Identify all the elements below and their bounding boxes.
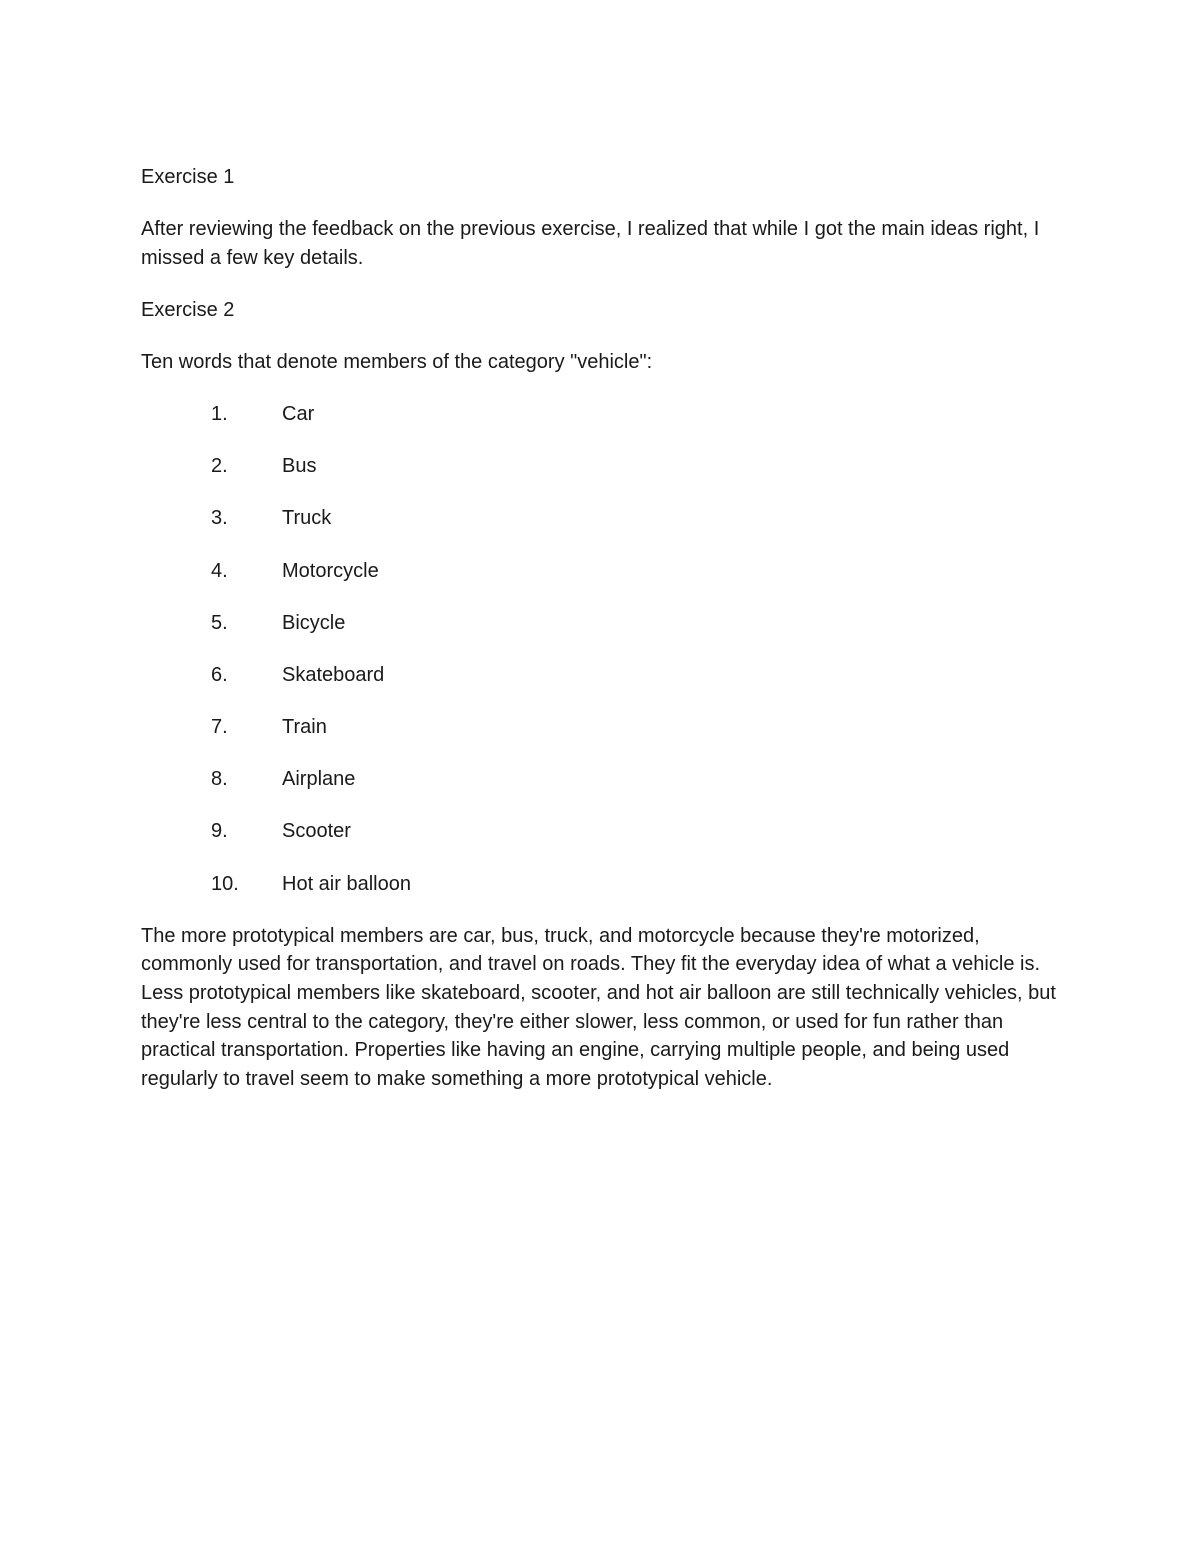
list-item-text: Motorcycle [282,559,379,582]
list-item [141,817,1061,846]
list-item-number: 9. [211,820,228,843]
list-item-number: 1. [211,402,228,425]
discussion-paragraph: The more prototypical members are car, bus, truck, and motorcycle because they're motorized, commonly used for transportation, and travel on roads. They fit the everyday idea of what a vehicle is. Less prototypical members like skateboard, scooter, and hot air balloon are still technically vehicles, but they're less central to the category, they're either slower, less common, or used for fun rather than practical transportation. Properties like having an engine, carrying multiple people, and being used regularly to travel seem to make something a more prototypical vehicle. [141,924,1056,1090]
list-item [141,713,1061,742]
vehicle-list [141,400,1061,898]
list-item [141,504,1061,533]
list-item-text: Car [282,402,315,425]
list-item-number: 2. [211,455,228,478]
list-item-text: Bus [282,455,317,478]
list-item-number: 5. [211,611,228,634]
list-item [141,661,1061,690]
list-item [141,557,1061,586]
list-item [141,765,1061,794]
list-item-text: Train [282,716,327,739]
list-item [141,400,1061,429]
exercise-2-intro: Ten words that denote members of the category "vehicle": [141,350,653,373]
list-item-text: Skateboard [282,663,385,686]
exercise-1-text: After reviewing the feedback on the previous exercise, I realized that while I got the main ideas right, I missed a few key details. [141,218,1040,269]
list-item-number: 7. [211,716,228,739]
list-item [141,609,1061,638]
list-item [141,870,1061,899]
document-content [141,163,1061,1093]
list-item-number: 10. [211,872,239,895]
list-item-number: 6. [211,663,228,686]
exercise-2-heading: Exercise 2 [141,298,235,321]
list-item-number: 3. [211,507,228,530]
list-item [141,452,1061,481]
list-item-text: Hot air balloon [282,872,411,895]
list-item-number: 8. [211,768,228,791]
exercise-1-heading: Exercise 1 [141,166,235,188]
list-item-text: Truck [282,507,332,530]
list-item-text: Scooter [282,820,351,843]
list-item-number: 4. [211,559,228,582]
list-item-text: Bicycle [282,611,346,634]
list-item-text: Airplane [282,768,356,791]
